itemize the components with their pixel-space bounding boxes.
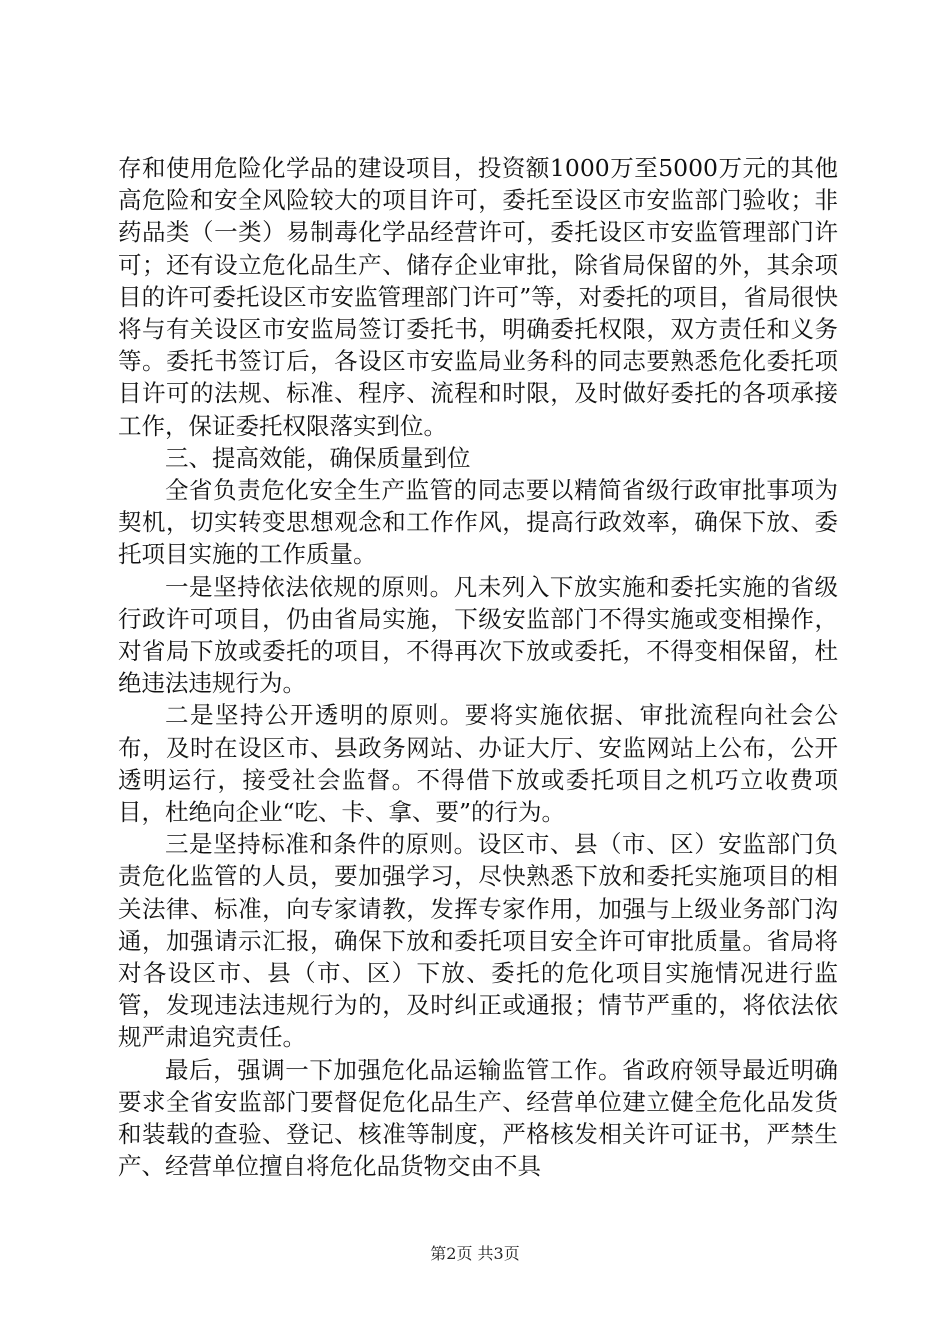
paragraph-transport-supervision: 最后，强调一下加强危化品运输监管工作。省政府领导最近明确要求全省安监部门要督促危化品生产、经营单位建立健全危化品发货和装载的查验、登记、核准等制度，严格核发相关许可证书，严禁生产、经营单位擅自将危化品货物交由不具 [118, 1055, 838, 1181]
paragraph-efficiency-intro: 全省负责危化安全生产监管的同志要以精简省级行政审批事项为契机，切实转变思想观念和工作作风，提高行政效率，确保下放、委托项目实施的工作质量。 [118, 476, 838, 569]
section-heading-3: 三、提高效能，确保质量到位 [165, 443, 471, 472]
document-body [118, 152, 838, 1183]
paragraph-principle-3: 三是坚持标准和条件的原则。设区市、县（市、区）安监部门负责危化监管的人员，要加强学习，尽快熟悉下放和委托实施项目的相关法律、标准，向专家请教，发挥专家作用，加强与上级业务部门沟通，加强请示汇报，确保下放和委托项目安全许可审批质量。省局将对各设区市、县（市、区）下放、委托的危化项目实施情况进行监管，发现违法违规行为的，及时纠正或通报；情节严重的，将依法依规严肃追究责任。 [118, 830, 838, 1052]
paragraph-continuation: 存和使用危险化学品的建设项目，投资额1000万至5000万元的其他高危险和安全风险较大的项目许可，委托至设区市安监部门验收；非药品类（一类）易制毒化学品经营许可，委托设区市安监管理部门许可；还有设立危化品生产、储存企业审批，除省局保留的外，其余项目的许可委托设区市安监管理部门许可”等，对委托的项目，省局很快将与有关设区市安监局签订委托书，明确委托权限，双方责任和义务等。委托书签订后，各设区市安监局业务科的同志要熟悉危化委托项目许可的法规、标准、程序、流程和时限，及时做好委托的各项承接工作，保证委托权限落实到位。 [118, 154, 838, 440]
paragraph-principle-2: 二是坚持公开透明的原则。要将实施依据、审批流程向社会公布，及时在设区市、县政务网站、办证大厅、安监网站上公布，公开透明运行，接受社会监督。不得借下放或委托项目之机巧立收费项目，杜绝向企业“吃、卡、拿、要”的行为。 [118, 701, 838, 827]
page-number-footer: 第2页 共3页 [430, 1244, 520, 1263]
paragraph-principle-1: 一是坚持依法依规的原则。凡未列入下放实施和委托实施的省级行政许可项目，仍由省局实施，下级安监部门不得实施或变相操作，对省局下放或委托的项目，不得再次下放或委托，不得变相保留，杜绝违法违规行为。 [118, 572, 838, 698]
